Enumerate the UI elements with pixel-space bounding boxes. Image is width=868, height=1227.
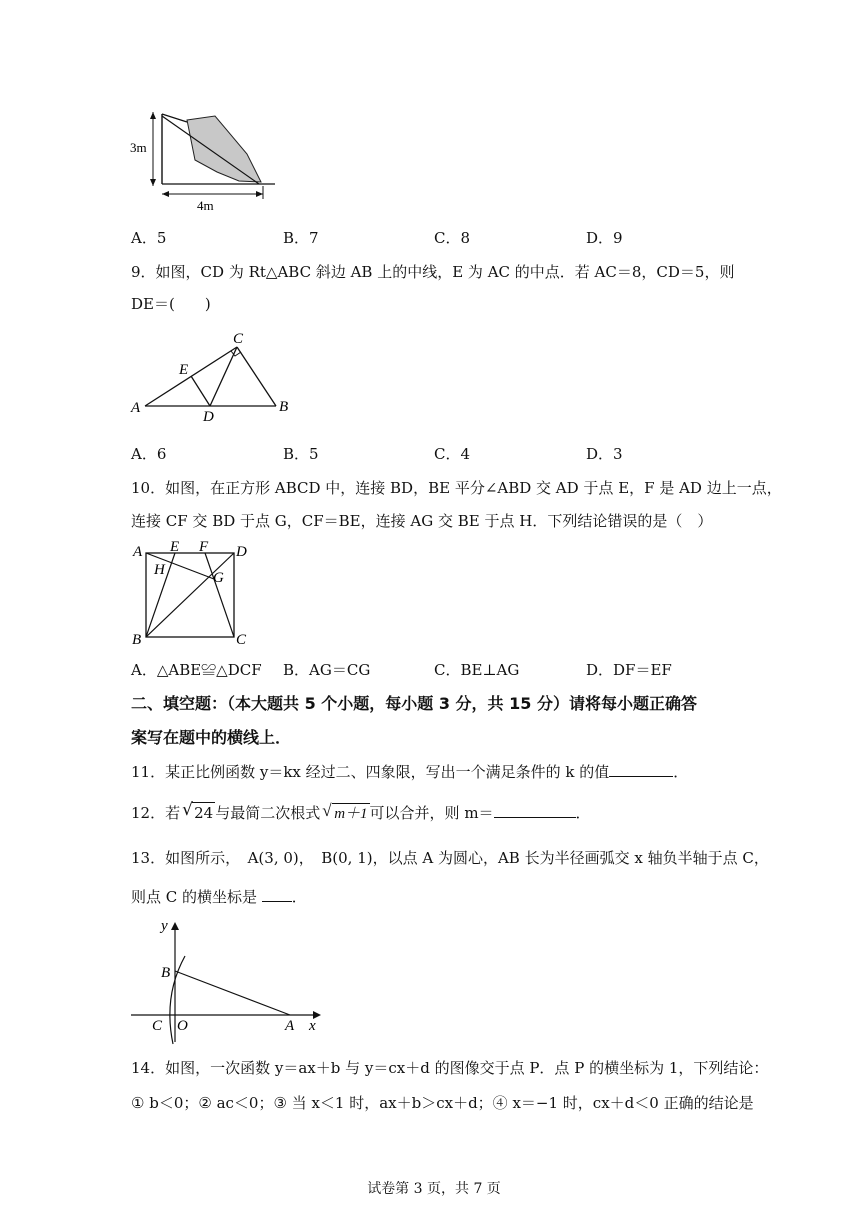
q8-arrow-right [256,191,263,197]
q13-segment-ab [175,971,290,1015]
q9-text-line2: DE＝( ) [131,295,211,313]
q12-end: ． [575,804,591,822]
q13-answer-blank[interactable] [262,887,292,902]
q11-question: 11．某正比例函数 y＝kx 经过二、四象限，写出一个满足条件的 k 的值 [131,763,610,781]
q10-option-a: A．△ABE≌△DCF [131,661,262,679]
q10-label-d: D [236,544,247,560]
q10-text-line2: 连接 CF 交 BD 于点 G，CF＝BE，连接 AG 交 BE 于点 H．下列结论错误的是（ ） [131,512,713,530]
q12-mid: 与最简二次根式 [215,804,321,822]
q8-figure [125,102,285,217]
q9-text-line1: 9．如图，CD 为 Rt△ABC 斜边 AB 上的中线，E 为 AC 的中点．若 AC＝8，CD＝5，则 [131,263,735,281]
q10-label-c: C [236,632,247,648]
q13-y-axis-arrow [171,922,179,930]
q14-text-line2: ① b＜0；② ac＜0；③ 当 x＜1 时，ax＋b＞cx＋d；④ x＝−1 时，cx＋d＜0 正确的结论是 [131,1094,754,1112]
q9-option-c: C．4 [434,445,471,463]
q8-option-c: C．8 [434,229,471,247]
q9-label-d: D [203,409,214,425]
q9-label-a: A [131,400,141,416]
q11-answer-blank[interactable] [609,762,673,777]
q12-post: 可以合并，则 m＝ [369,804,494,822]
section2-heading-line1: 二、填空题：（本大题共 5 个小题，每小题 3 分，共 15 分）请将每小题正确答 [131,694,697,713]
q8-option-a: A．5 [131,229,167,247]
q9-segment-cb [237,347,276,406]
q10-segment-cf [205,553,234,637]
q13-label-o: O [177,1018,188,1034]
q10-figure [125,536,255,652]
q14-text-line1: 14．如图，一次函数 y＝ax＋b 与 y＝cx＋d 的图像交于点 P．点 P 的横坐标为 1，下列结论： [131,1059,769,1077]
q8-option-d: D．9 [586,229,623,247]
q9-option-b: B．5 [283,445,319,463]
q13-label-a: A [285,1018,295,1034]
q13-figure [125,914,335,1049]
q12-answer-blank[interactable] [494,803,576,818]
q10-option-d: D．DF＝EF [586,661,672,679]
q13-line2-end: ． [291,888,307,906]
q8-arrow-down [150,179,156,186]
q12-pre: 12．若 [131,804,181,822]
q9-segment-de [191,376,210,406]
q9-label-b: B [279,399,289,415]
q13-label-y: y [161,918,168,934]
q8-option-b: B．7 [283,229,319,247]
q9-label-c: C [233,331,244,347]
q11-end: ． [673,763,689,781]
q10-label-h: H [154,562,165,578]
q8-label-width: 4m [197,198,214,213]
q10-label-f: F [199,539,209,555]
section2-heading-line2: 案写在题中的横线上． [131,728,292,747]
q13-label-b: B [161,965,171,981]
q10-option-b: B．AG＝CG [283,661,371,679]
q13-text-line1: 13．如图所示， A(3, 0)， B(0, 1)，以点 A 为圆心，AB 长为半径画弧交 x 轴负半轴于点 C， [131,849,769,867]
q9-figure [125,328,300,428]
q11-text [131,762,688,782]
q9-label-e: E [179,362,189,378]
q13-label-x: x [309,1018,316,1034]
q12-radical-2: √ m＋1 [322,801,368,822]
q8-arrow-left [162,191,169,197]
q13-label-c: C [152,1018,163,1034]
q9-option-a: A．6 [131,445,167,463]
q10-text-line1: 10．如图，在正方形 ABCD 中，连接 BD，BE 平分∠ABD 交 AD 于点 E，F 是 AD 边上一点， [131,479,782,497]
q12-text [131,802,591,824]
q10-label-b: B [132,632,142,648]
q8-label-height: 3m [130,140,147,155]
q8-arrow-up [150,112,156,119]
q10-label-a: A [133,544,143,560]
q12-radical-1: √ 24 [182,800,214,822]
q13-line2-pre: 则点 C 的横坐标是 [131,888,262,906]
page-footer: 试卷第 3 页，共 7 页 [367,1181,501,1197]
q8-shaded-region [187,116,261,182]
q9-option-d: D．3 [586,445,623,463]
q10-option-c: C．BE⊥AG [434,661,520,679]
q13-text-line2 [131,887,307,907]
q10-label-e: E [170,539,180,555]
q10-label-g: G [213,570,224,586]
